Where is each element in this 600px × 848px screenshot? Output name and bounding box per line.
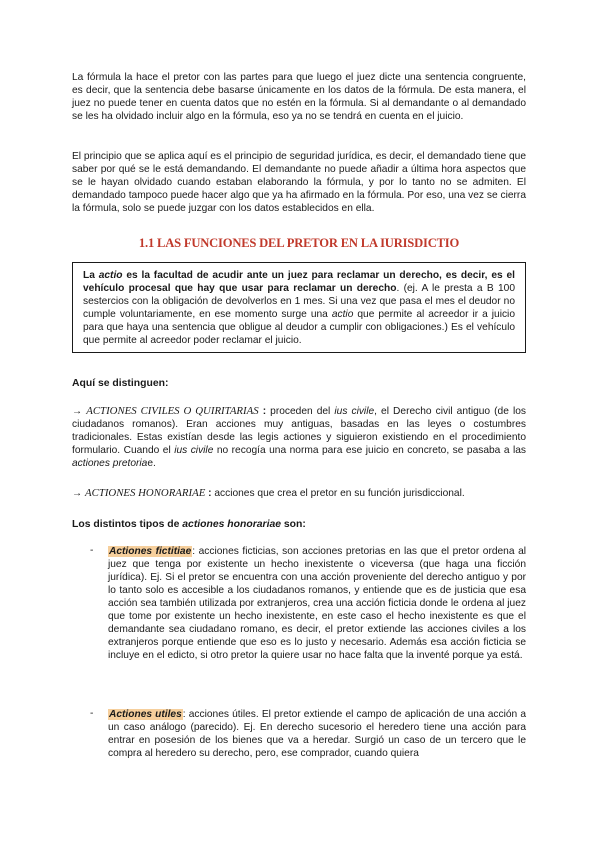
list-item-fictitiae — [108, 545, 526, 662]
paragraph-principle: El principio que se aplica aquí es el principio de seguridad jurídica, es decir, el demandado tiene que saber por qué se le está demandando. El demandante no puede añadir a última hora aspectos que se le hayan olvidado cuando estaban elaborando la fórmula, y por lo tanto no se admiten. El demandado tampoco puede hacer algo que ya ha afirmado en la fórmula. Por eso, una vez se cierra la fórmula, solo se puede juzgar con los datos establecidos en ella. — [72, 151, 526, 214]
paragraph-honorariae — [72, 487, 526, 500]
honorariae-colon: : — [205, 488, 215, 499]
types-label-text: Los distintos tipos de — [72, 519, 183, 530]
types-label-term: actiones honorariae — [182, 519, 282, 530]
paragraph-formula: La fórmula la hace el pretor con las partes para que luego el juez dicte una sentencia congruente, es decir, que la sentencia debe basarse únicamente en los datos de la fórmula. De esta manera, el juez no puede tener en cuenta datos que no estén en la fórmula. Si al demandante o al demandado se les ha olvidado incluir algo en la fórmula, eso ya no se tendrá en cuenta en el juicio. — [72, 72, 526, 122]
paragraph-civiles — [72, 405, 526, 470]
civiles-text: proceden del — [270, 406, 335, 417]
fictitiae-text: : acciones ficticias, son acciones pretorias en las que el pretor ordena al juez que tenga por existente un hecho inexistente o viceversa (que haga una ficción jurídica). Ej. Si el pretor se encuentra con una acción proveniente del derecho antiguo y por lo tanto solo es accesible a los ciudadanos romanos, y entiende que es de justicia que esa acción sea también utilizada por extranjeros, crea una acción ficticia donde le ordena al juez que tome por existente un hecho inexistente, en este caso el hecho inexistente es que el demandante sea ciudadano romano, es decir, el pretor extiende las acciones civiles a los extranjeros porque entiende que eso es lo justo y necesario. Además esa acción ficticia se incluye en el edicto, si otro pretor la quiere usar no hace falta que la inventé porque ya está. — [108, 546, 526, 661]
box-definition: es la facultad de acudir ante un juez para reclamar un derecho, es decir, es el vehículo procesal que hay que usar para reclamar un derecho — [83, 270, 515, 294]
actio-definition-box — [72, 262, 526, 353]
civiles-colon: : — [258, 406, 271, 417]
civiles-text-3: no recogía una norma para ese juicio en concreto, se pasaba a las — [213, 445, 526, 456]
box-example: . (ej. A le presta a B 100 sestercios con la obligación de devolverlos en 1 mes. Si una vez que pasa el mes el deudor no cumple voluntariamente, en ese momento surge una — [83, 283, 515, 320]
box-term-2: actio — [331, 309, 354, 320]
civiles-text-2: , el Derecho civil antiguo (de los ciudadanos romanos). Eran acciones muy antiguas, basadas en las leyes o costumbres tradicionales. Estas existían desde las legis actiones y siguieron existiendo en el procedimiento formulario. Cuando el — [72, 406, 526, 456]
honorariae-term: ACTIONES HONORARIAE — [85, 487, 206, 499]
arrow-icon: → — [72, 406, 87, 417]
civiles-text-4: e. — [147, 458, 156, 469]
actiones-pretoriae: actiones pretoria — [72, 458, 148, 469]
bullet-dash: - — [90, 545, 94, 556]
ius-civile: ius civile — [334, 406, 375, 417]
bullet-dash: - — [90, 708, 94, 719]
types-label-end: son: — [281, 519, 306, 530]
civiles-term: ACTIONES CIVILES O QUIRITARIAS — [86, 405, 259, 417]
utiles-term: Actiones utiles — [109, 709, 182, 720]
distinguish-label: Aquí se distinguen: — [72, 378, 169, 389]
box-term: actio — [98, 270, 123, 281]
box-example-end: que permite al acreedor ir a juicio para que haya una sentencia que obligue al deudor a cumplir con obligaciones.) Es el vehículo que permite al acreedor poder reclamar el juicio. — [83, 309, 515, 346]
types-label — [72, 519, 306, 530]
arrow-icon: → — [72, 488, 86, 499]
box-text: La — [83, 270, 99, 281]
list-item-utiles — [108, 708, 526, 760]
fictitiae-term: Actiones fictitiae — [109, 546, 192, 557]
section-heading: 1.1 LAS FUNCIONES DEL PRETOR EN LA IURISDICTIO — [138, 236, 460, 250]
ius-civile-2: ius civile — [174, 445, 214, 456]
utiles-text: : acciones útiles. El pretor extiende el campo de aplicación de una acción a un caso análogo (parecido). Ej. En derecho sucesorio el heredero tiene una acción para entrar en posesión de los bienes que va a heredar. Surgió un caso de un tercero que le compra al heredero su derecho, pero, ese comprador, cuando quiera — [108, 709, 526, 759]
honorariae-text: acciones que crea el pretor en su función jurisdiccional. — [214, 488, 465, 499]
